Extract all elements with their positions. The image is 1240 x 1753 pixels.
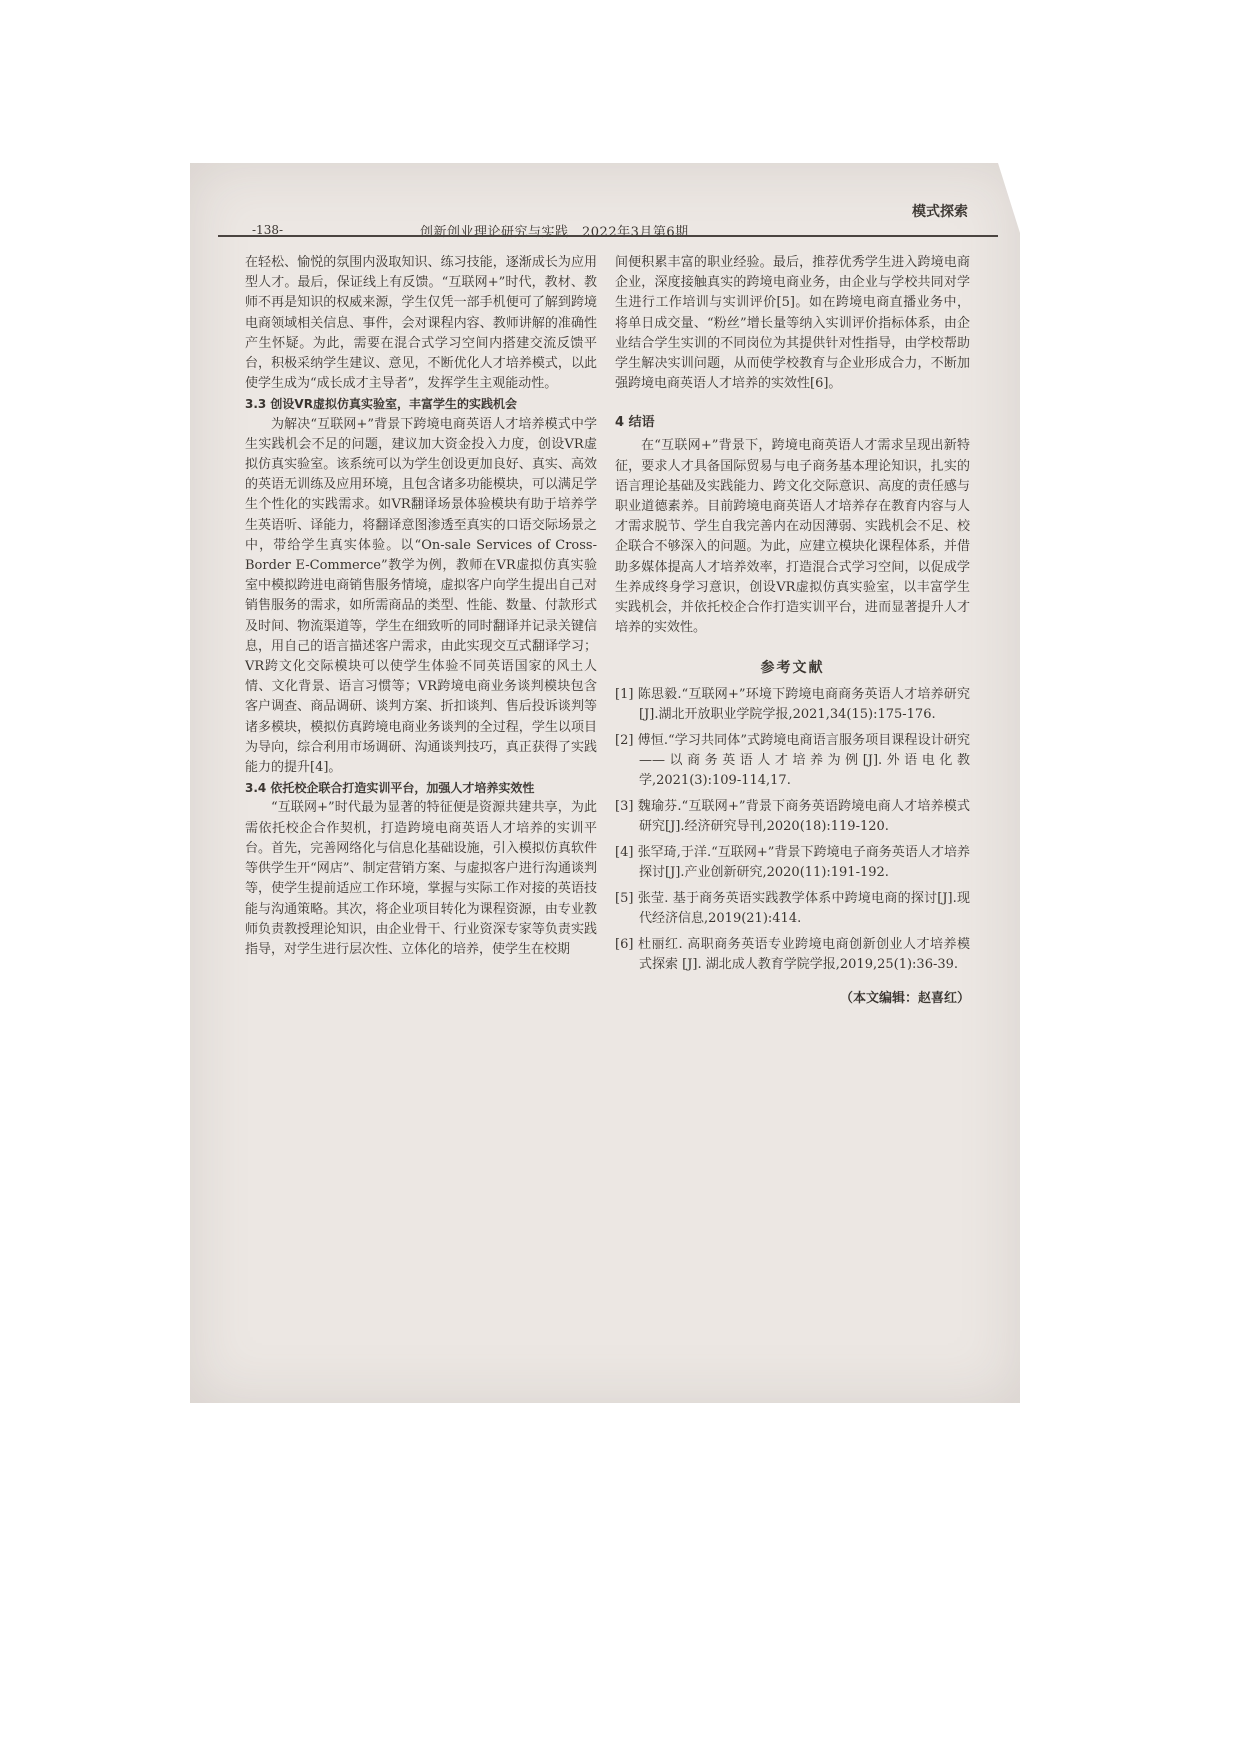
references-title: 参考文献 — [760, 660, 825, 677]
subsection-heading-3-3: 3.3 创设VR虚拟仿真实验室，丰富学生的实践机会 — [245, 397, 517, 412]
reference-item: [1] 陈思毅.“互联网+”环境下跨境电商商务英语人才培养研究[J].湖北开放职业学院学报,2021,34(15):175-176. — [615, 686, 970, 722]
reference-item: [2] 傅恒.“学习共同体”式跨境电商语言服务项目课程设计研究——以商务英语人才培养为例[J].外语电化教学,2021(3):109-114,17. — [615, 732, 970, 788]
section-tag: 模式探索 — [912, 204, 968, 220]
right-column — [615, 253, 970, 1009]
header-rule — [218, 235, 998, 237]
paragraph: 为解决“互联网+”背景下跨境电商英语人才培养模式中学生实践机会不足的问题，建议加大资金投入力度，创设VR虚拟仿真实验室。该系统可以为学生创设更加良好、真实、高效的英语无训练及应用环境，且包含诸多功能模块，可以满足学生个性化的实践需求。如VR翻译场景体验模块有助于培养学生英语听、译能力，将翻译意图渗透至真实的口语交际场景之中，带给学生真实体验。以“On-sale Services of Cross-Border E-Commerce”教学为例，教师在VR虚拟仿真实验室中模拟跨进电商销售服务情境，虚拟客户向学生提出自己对销售服务的需求，如所需商品的类型、性能、数量、付款形式及时间、物流渠道等，学生在细致听的同时翻译并记录关键信息，用自己的语言描述客户需求，由此实现交互式翻译学习；VR跨文化交际模块可以使学生体验不同英语国家的风土人情、文化背景、语言习惯等；VR跨境电商业务谈判模块包含客户调查、商品调研、谈判方案、折扣谈判、售后投诉谈判等诸多模块，模拟仿真跨境电商业务谈判的全过程，学生以项目为导向，综合利用市场调研、沟通谈判技巧，真正获得了实践能力的提升[4]。 — [245, 416, 597, 776]
reference-item: [5] 张莹. 基于商务英语实践教学体系中跨境电商的探讨[J].现代经济信息,2019(21):414. — [615, 890, 970, 926]
subsection-heading-3-4: 3.4 依托校企联合打造实训平台，加强人才培养实效性 — [245, 781, 535, 796]
reference-item: [6] 杜丽红. 高职商务英语专业跨境电商创新创业人才培养模式探索 [J]. 湖北成人教育学院学报,2019,25(1):36-39. — [615, 936, 970, 972]
scanned-page — [190, 163, 1020, 1403]
paragraph: 在“互联网+”背景下，跨境电商英语人才需求呈现出新特征，要求人才具备国际贸易与电子商务基本理论知识，扎实的语言理论基础及实践能力、跨文化交际意识、高度的责任感与职业道德素养。目前跨境电商英语人才培养存在教育内容与人才需求脱节、学生自我完善内在动因薄弱、实践机会不足、校企联合不够深入的问题。为此，应建立模块化课程体系，并借助多媒体提高人才培养效率，打造混合式学习空间，以促成学生养成终身学习意识，创设VR虚拟仿真实验室，以丰富学生实践机会，并依托校企合作打造实训平台，进而显著提升人才培养的实效性。 — [615, 438, 970, 636]
journal-title: 创新创业理论研究与实践 2022年3月第6期 — [420, 225, 689, 240]
section-heading-conclusion: 4 结语 — [615, 415, 655, 431]
page-corner — [998, 163, 1020, 233]
paragraph: 间便积累丰富的职业经验。最后，推荐优秀学生进入跨境电商企业，深度接触真实的跨境电商业务，由企业与学校共同对学生进行工作培训与实训评价[5]。如在跨境电商直播业务中，将单日成交量、“粉丝”增长量等纳入实训评价指标体系，由企业结合学生实训的不同岗位为其提供针对性指导，由学校帮助学生解决实训问题，从而使学校教育与企业形成合力，不断加强跨境电商英语人才培养的实效性[6]。 — [615, 255, 970, 392]
left-column — [245, 253, 597, 960]
reference-item: [3] 魏瑜芬.“互联网+”背景下商务英语跨境电商人才培养模式研究[J].经济研究导刊,2020(18):119-120. — [615, 798, 970, 834]
reference-item: [4] 张罕琦,于洋.“互联网+”背景下跨境电子商务英语人才培养探讨[J].产业创新研究,2020(11):191-192. — [615, 844, 970, 880]
editor-note: （本文编辑：赵喜红） — [839, 990, 970, 1006]
page-number: -138- — [252, 223, 284, 237]
paragraph: 在轻松、愉悦的氛围内汲取知识、练习技能，逐渐成长为应用型人才。最后，保证线上有反馈。“互联网+”时代，教材、教师不再是知识的权威来源，学生仅凭一部手机便可了解到跨境电商领域相关信息、事件，会对课程内容、教师讲解的准确性产生怀疑。为此，需要在混合式学习空间内搭建交流反馈平台，积极采纳学生建议、意见，不断优化人才培养模式，以此使学生成为“成长成才主导者”，发挥学生主观能动性。 — [245, 255, 597, 392]
paragraph: “互联网+”时代最为显著的特征便是资源共建共享，为此需依托校企合作契机，打造跨境电商英语人才培养的实训平台。首先，完善网络化与信息化基础设施，引入模拟仿真软件等供学生开“网店”、制定营销方案、与虚拟客户进行沟通谈判等，使学生提前适应工作环境，掌握与实际工作对接的英语技能与沟通策略。其次，将企业项目转化为课程资源，由专业教师负责教授理论知识，由企业骨干、行业资深专家等负责实践指导，对学生进行层次性、立体化的培养，使学生在校期 — [245, 800, 597, 957]
